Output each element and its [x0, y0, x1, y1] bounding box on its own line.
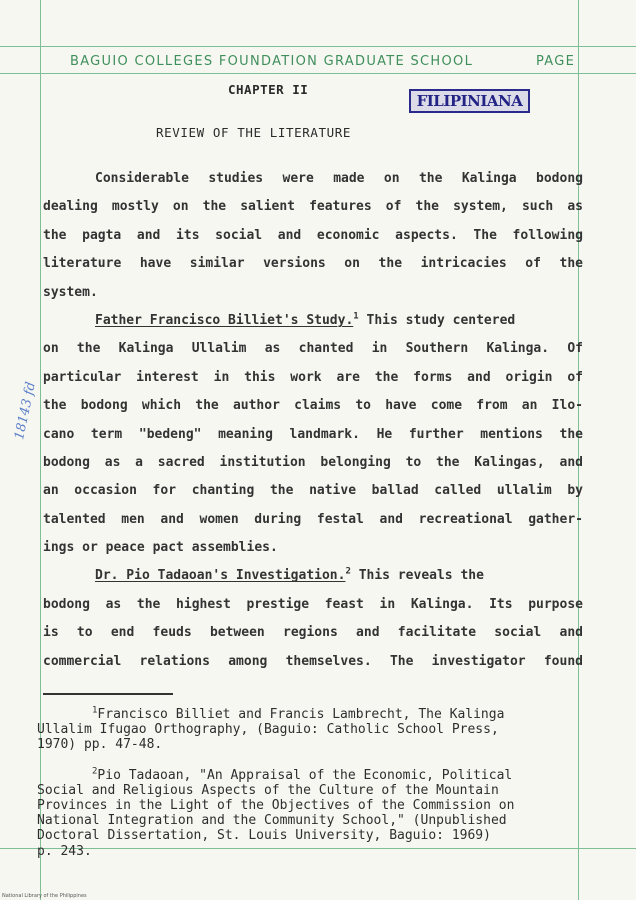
handwritten-margin-note: 18143 fd [12, 380, 39, 442]
p2-line-5: cano term "bedeng" meaning landmark. He further mentions the [43, 426, 583, 442]
header-rule-top [0, 46, 636, 47]
footnote-1-number: 1 [92, 705, 98, 716]
footnote-separator [43, 693, 173, 695]
footnote-2-line-1-text: Pio Tadaoan, "An Appraisal of the Economic, Political [97, 767, 513, 783]
p2-line-3: particular interest in this work are the forms and origin of [43, 369, 583, 385]
p2-line-4: the bodong which the author claims to have come from an Ilo- [43, 398, 583, 414]
p3-line-3: is to end feuds between regions and facilitate social and [43, 625, 583, 641]
footnote-2-number: 2 [92, 766, 98, 777]
body-text [43, 165, 583, 676]
p1-line-5: system. [43, 284, 98, 300]
p3-line-1-rest: This reveals the [350, 568, 484, 584]
scan-footer-caption: National Library of the Philippines [2, 893, 87, 899]
p3-heading: Dr. Pio Tadaoan's Investigation. [95, 568, 346, 584]
p2-line-8: talented men and women during festal and recreational gather- [43, 511, 583, 527]
p3-line-2: bodong as the highest prestige feast in Kalinga. Its purpose [43, 596, 583, 612]
p3-line-1 [43, 562, 583, 590]
footnote-2-line-4: National Integration and the Community School," (Unpublished [37, 813, 507, 829]
p1-line-1-text: Considerable studies were made on the Kalinga bodong [95, 171, 583, 186]
header-rule-bottom [0, 73, 636, 74]
footnote-2-line-1 [37, 768, 577, 783]
footnote-1-line-1 [37, 707, 577, 722]
p3-line-4: commercial relations among themselves. The investigator found [43, 653, 583, 669]
p2-line-1 [43, 307, 583, 335]
footnote-2-line-6: p. 243. [37, 843, 92, 859]
footnote-1-line-2: Ullalim Ifugao Orthography, (Baguio: Catholic School Press, [37, 722, 499, 738]
footnote-1-line-3: 1970) pp. 47-48. [37, 737, 163, 753]
footnote-2-line-5: Doctoral Dissertation, St. Louis University, Baguio: 1969) [37, 828, 491, 844]
footnote-2-line-3: Provinces in the Light of the Objectives of the Commission on [37, 797, 515, 813]
p1-line-2: dealing mostly on the salient features of the system, such as [43, 199, 583, 215]
footnote-ref-1: 1 [353, 311, 359, 322]
p2-line-6: bodong as a sacred institution belonging to the Kalingas, and [43, 454, 583, 470]
p1-line-1 [43, 165, 583, 193]
p2-line-1-rest: This study centered [358, 312, 516, 328]
footnote-1 [37, 707, 577, 753]
footnote-1-line-1-text: Francisco Billiet and Francis Lambrecht, The Kalinga [97, 707, 505, 722]
p2-line-7: an occasion for chanting the native ballad called ullalim by [43, 483, 583, 499]
footnote-ref-2: 2 [345, 567, 351, 578]
footnote-2-line-2: Social and Religious Aspects of the Culture of the Mountain [37, 782, 499, 798]
p2-line-9: ings or peace pact assemblies. [43, 540, 278, 556]
p2-heading: Father Francisco Billiet's Study. [95, 312, 354, 328]
p1-line-3: the pagta and its social and economic aspects. The following [43, 227, 583, 243]
school-name: BAGUIO COLLEGES FOUNDATION GRADUATE SCHOOL [70, 54, 474, 69]
footnote-2 [37, 768, 577, 859]
page-label: PAGE [536, 54, 576, 69]
letterhead [0, 52, 636, 72]
chapter-heading: CHAPTER II [228, 82, 309, 97]
p2-line-2: on the Kalinga Ullalim as chanted in Southern Kalinga. Of [43, 341, 583, 357]
footnotes [37, 707, 577, 874]
section-title: REVIEW OF THE LITERATURE [156, 125, 352, 140]
filipiniana-stamp: FILIPINIANA [409, 89, 530, 113]
p1-line-4: literature have similar versions on the intricacies of the [43, 256, 583, 272]
